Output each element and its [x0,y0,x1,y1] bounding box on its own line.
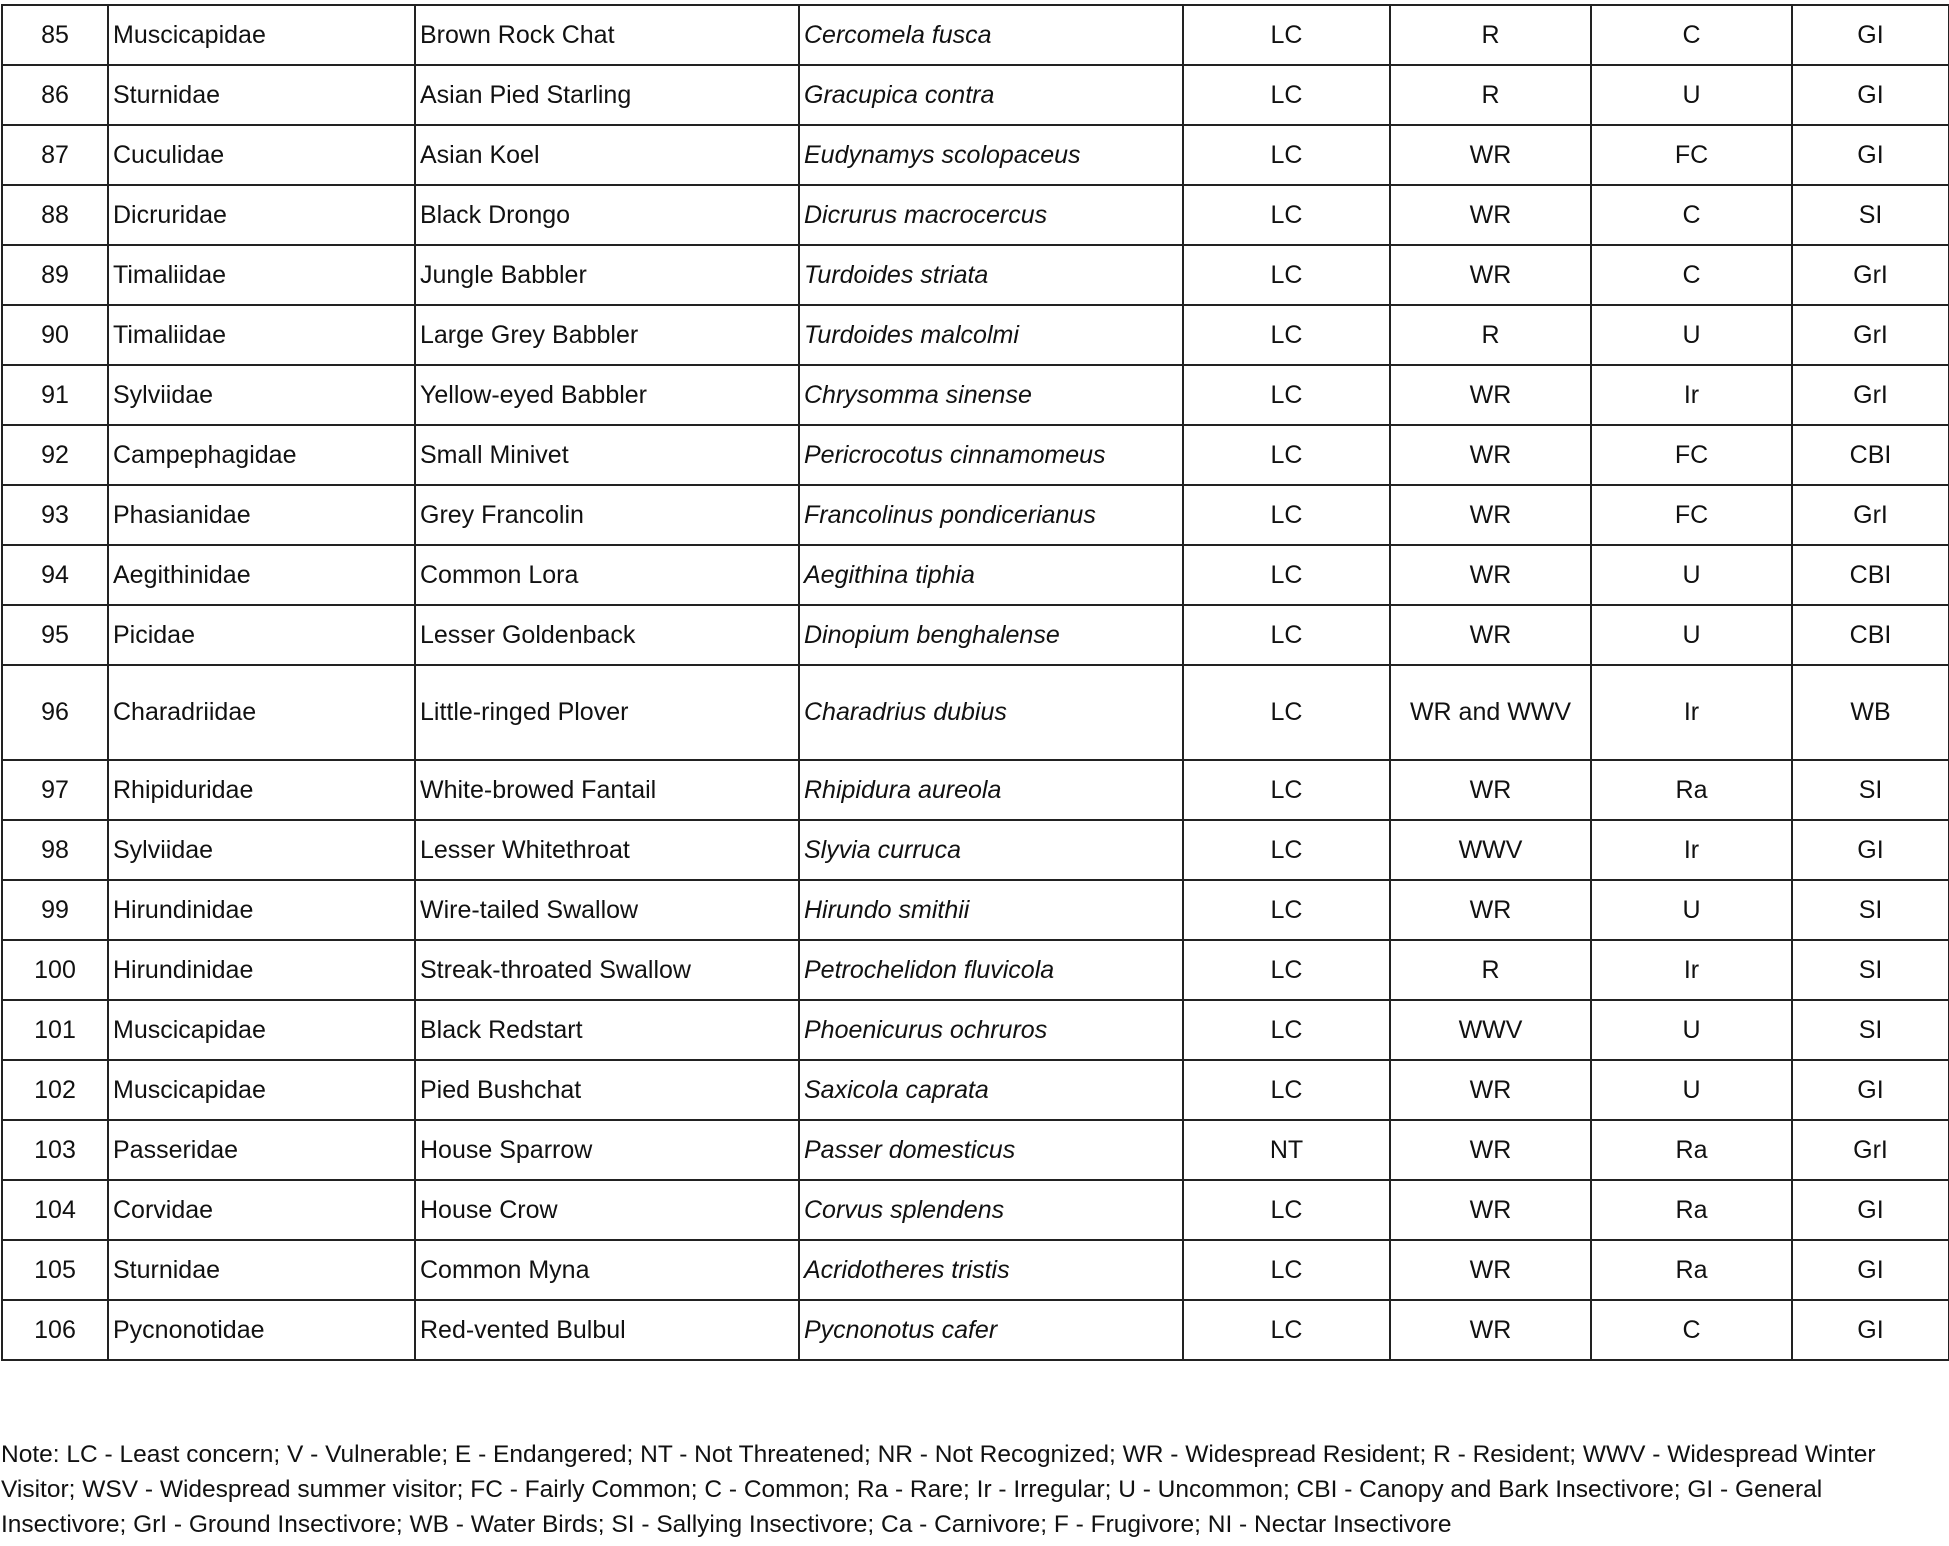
table-row [2,65,1949,125]
cell-serial-number: 89 [2,245,108,305]
cell-feeding-guild: GI [1792,820,1949,880]
cell-iucn-status: NT [1183,1120,1390,1180]
cell-common-name: Small Minivet [415,425,799,485]
cell-residential-status: WR [1390,1120,1591,1180]
cell-common-name: Jungle Babbler [415,245,799,305]
cell-family: Aegithinidae [108,545,415,605]
cell-feeding-guild: GrI [1792,365,1949,425]
cell-serial-number: 103 [2,1120,108,1180]
cell-residential-status: WR [1390,485,1591,545]
cell-abundance: Ra [1591,1240,1792,1300]
cell-scientific-name: Charadrius dubius [799,665,1183,760]
table-row [2,305,1949,365]
cell-abundance: Ir [1591,665,1792,760]
cell-scientific-name: Hirundo smithii [799,880,1183,940]
cell-family: Corvidae [108,1180,415,1240]
cell-common-name: Grey Francolin [415,485,799,545]
cell-iucn-status: LC [1183,5,1390,65]
cell-family: Sturnidae [108,65,415,125]
cell-scientific-name: Aegithina tiphia [799,545,1183,605]
bird-species-table [1,4,1949,1361]
table-row [2,125,1949,185]
cell-feeding-guild: SI [1792,185,1949,245]
cell-serial-number: 90 [2,305,108,365]
cell-family: Pycnonotidae [108,1300,415,1360]
cell-abundance: C [1591,1300,1792,1360]
cell-abundance: U [1591,880,1792,940]
cell-feeding-guild: GrI [1792,305,1949,365]
cell-scientific-name: Slyvia curruca [799,820,1183,880]
cell-common-name: Lesser Goldenback [415,605,799,665]
cell-feeding-guild: GI [1792,65,1949,125]
cell-common-name: Black Drongo [415,185,799,245]
cell-residential-status: WWV [1390,1000,1591,1060]
cell-family: Muscicapidae [108,5,415,65]
cell-serial-number: 104 [2,1180,108,1240]
cell-common-name: Red-vented Bulbul [415,1300,799,1360]
cell-iucn-status: LC [1183,1300,1390,1360]
cell-common-name: Black Redstart [415,1000,799,1060]
table-row [2,940,1949,1000]
cell-serial-number: 99 [2,880,108,940]
cell-common-name: Yellow-eyed Babbler [415,365,799,425]
cell-serial-number: 88 [2,185,108,245]
cell-family: Hirundinidae [108,940,415,1000]
cell-common-name: White-browed Fantail [415,760,799,820]
cell-residential-status: WR [1390,125,1591,185]
cell-serial-number: 87 [2,125,108,185]
cell-iucn-status: LC [1183,65,1390,125]
cell-iucn-status: LC [1183,1000,1390,1060]
cell-scientific-name: Cercomela fusca [799,5,1183,65]
cell-residential-status: R [1390,5,1591,65]
cell-residential-status: WR [1390,605,1591,665]
cell-scientific-name: Dicrurus macrocercus [799,185,1183,245]
cell-iucn-status: LC [1183,665,1390,760]
cell-feeding-guild: CBI [1792,545,1949,605]
table-row [2,880,1949,940]
cell-iucn-status: LC [1183,760,1390,820]
cell-scientific-name: Pericrocotus cinnamomeus [799,425,1183,485]
cell-feeding-guild: GI [1792,1240,1949,1300]
cell-iucn-status: LC [1183,125,1390,185]
cell-iucn-status: LC [1183,880,1390,940]
cell-feeding-guild: GI [1792,5,1949,65]
cell-feeding-guild: SI [1792,940,1949,1000]
cell-serial-number: 100 [2,940,108,1000]
cell-iucn-status: LC [1183,545,1390,605]
cell-iucn-status: LC [1183,1180,1390,1240]
cell-common-name: Asian Pied Starling [415,65,799,125]
cell-iucn-status: LC [1183,940,1390,1000]
cell-scientific-name: Corvus splendens [799,1180,1183,1240]
cell-scientific-name: Saxicola caprata [799,1060,1183,1120]
cell-iucn-status: LC [1183,1240,1390,1300]
cell-family: Campephagidae [108,425,415,485]
cell-abundance: C [1591,5,1792,65]
cell-common-name: Streak-throated Swallow [415,940,799,1000]
cell-family: Muscicapidae [108,1000,415,1060]
cell-serial-number: 93 [2,485,108,545]
cell-common-name: Common Myna [415,1240,799,1300]
cell-abundance: U [1591,65,1792,125]
table-row [2,425,1949,485]
table-row [2,485,1949,545]
cell-family: Sylviidae [108,820,415,880]
cell-residential-status: WR [1390,545,1591,605]
cell-serial-number: 98 [2,820,108,880]
cell-abundance: Ra [1591,1120,1792,1180]
cell-residential-status: WR [1390,425,1591,485]
cell-feeding-guild: GI [1792,1060,1949,1120]
table-note: Note: LC - Least concern; V - Vulnerable; E - Endangered; NT - Not Threatened; NR - Not Recognized; WR - Widespread Resident; R - Resident; WWV - Widespread Winter Visitor; WSV - Widespread summer visitor; FC - Fairly Common; C - Common; Ra - Rare; Ir - Irregular; U - Uncommon; CBI - Canopy and Bark Insectivore; GI - General Insectivore; GrI - Ground Insectivore; WB - Water Birds; SI - Sallying Insectivore; Ca - Carnivore; F - Frugivore; NI - Nectar Insectivore [1,1441,1876,1538]
cell-serial-number: 102 [2,1060,108,1120]
cell-family: Rhipiduridae [108,760,415,820]
cell-feeding-guild: GrI [1792,245,1949,305]
cell-serial-number: 96 [2,665,108,760]
table-body [2,5,1949,1360]
cell-residential-status: WR [1390,1300,1591,1360]
cell-residential-status: WR [1390,1060,1591,1120]
cell-scientific-name: Rhipidura aureola [799,760,1183,820]
cell-family: Dicruridae [108,185,415,245]
cell-iucn-status: LC [1183,245,1390,305]
cell-iucn-status: LC [1183,425,1390,485]
cell-common-name: Large Grey Babbler [415,305,799,365]
cell-feeding-guild: GI [1792,1180,1949,1240]
cell-abundance: FC [1591,485,1792,545]
cell-common-name: Common Lora [415,545,799,605]
cell-residential-status: WWV [1390,820,1591,880]
cell-family: Hirundinidae [108,880,415,940]
cell-feeding-guild: GrI [1792,485,1949,545]
cell-residential-status: WR [1390,1240,1591,1300]
cell-abundance: Ir [1591,365,1792,425]
cell-serial-number: 101 [2,1000,108,1060]
table-row [2,1180,1949,1240]
cell-serial-number: 97 [2,760,108,820]
cell-scientific-name: Chrysomma sinense [799,365,1183,425]
cell-scientific-name: Pycnonotus cafer [799,1300,1183,1360]
cell-feeding-guild: GI [1792,1300,1949,1360]
cell-iucn-status: LC [1183,305,1390,365]
cell-residential-status: WR and WWV [1390,665,1591,760]
cell-family: Charadriidae [108,665,415,760]
cell-scientific-name: Dinopium benghalense [799,605,1183,665]
cell-family: Sylviidae [108,365,415,425]
table-row [2,5,1949,65]
cell-family: Cuculidae [108,125,415,185]
table-row [2,1120,1949,1180]
cell-family: Muscicapidae [108,1060,415,1120]
cell-abundance: FC [1591,125,1792,185]
cell-residential-status: R [1390,940,1591,1000]
cell-serial-number: 106 [2,1300,108,1360]
cell-residential-status: R [1390,65,1591,125]
cell-feeding-guild: SI [1792,760,1949,820]
cell-abundance: C [1591,185,1792,245]
cell-feeding-guild: WB [1792,665,1949,760]
cell-abundance: U [1591,1060,1792,1120]
table-row [2,760,1949,820]
cell-residential-status: WR [1390,365,1591,425]
cell-iucn-status: LC [1183,605,1390,665]
table-row [2,1240,1949,1300]
cell-feeding-guild: SI [1792,880,1949,940]
table-row [2,820,1949,880]
cell-feeding-guild: GrI [1792,1120,1949,1180]
cell-common-name: House Sparrow [415,1120,799,1180]
cell-family: Timaliidae [108,305,415,365]
table-row [2,365,1949,425]
cell-common-name: Wire-tailed Swallow [415,880,799,940]
cell-family: Sturnidae [108,1240,415,1300]
table-row [2,185,1949,245]
cell-iucn-status: LC [1183,365,1390,425]
cell-feeding-guild: CBI [1792,605,1949,665]
cell-residential-status: WR [1390,1180,1591,1240]
cell-abundance: U [1591,305,1792,365]
cell-abundance: U [1591,1000,1792,1060]
cell-serial-number: 92 [2,425,108,485]
cell-serial-number: 94 [2,545,108,605]
cell-serial-number: 95 [2,605,108,665]
cell-residential-status: R [1390,305,1591,365]
cell-residential-status: WR [1390,245,1591,305]
cell-serial-number: 105 [2,1240,108,1300]
cell-common-name: Asian Koel [415,125,799,185]
cell-abundance: U [1591,605,1792,665]
cell-scientific-name: Acridotheres tristis [799,1240,1183,1300]
cell-family: Phasianidae [108,485,415,545]
cell-common-name: Little-ringed Plover [415,665,799,760]
cell-family: Passeridae [108,1120,415,1180]
cell-abundance: FC [1591,425,1792,485]
cell-scientific-name: Francolinus pondicerianus [799,485,1183,545]
cell-family: Picidae [108,605,415,665]
cell-common-name: House Crow [415,1180,799,1240]
cell-iucn-status: LC [1183,185,1390,245]
cell-scientific-name: Turdoides striata [799,245,1183,305]
cell-feeding-guild: SI [1792,1000,1949,1060]
cell-feeding-guild: GI [1792,125,1949,185]
table-row [2,1060,1949,1120]
cell-scientific-name: Gracupica contra [799,65,1183,125]
cell-abundance: U [1591,545,1792,605]
table-row [2,545,1949,605]
cell-scientific-name: Turdoides malcolmi [799,305,1183,365]
cell-scientific-name: Passer domesticus [799,1120,1183,1180]
cell-iucn-status: LC [1183,820,1390,880]
table-row [2,1000,1949,1060]
cell-residential-status: WR [1390,185,1591,245]
cell-abundance: Ra [1591,760,1792,820]
cell-iucn-status: LC [1183,485,1390,545]
cell-abundance: Ir [1591,820,1792,880]
cell-scientific-name: Phoenicurus ochruros [799,1000,1183,1060]
cell-serial-number: 91 [2,365,108,425]
cell-common-name: Pied Bushchat [415,1060,799,1120]
cell-iucn-status: LC [1183,1060,1390,1120]
cell-feeding-guild: CBI [1792,425,1949,485]
cell-abundance: Ra [1591,1180,1792,1240]
cell-residential-status: WR [1390,880,1591,940]
table-row [2,1300,1949,1360]
cell-common-name: Lesser Whitethroat [415,820,799,880]
cell-residential-status: WR [1390,760,1591,820]
table-row [2,605,1949,665]
cell-abundance: Ir [1591,940,1792,1000]
table-row [2,665,1949,760]
cell-scientific-name: Petrochelidon fluvicola [799,940,1183,1000]
cell-serial-number: 86 [2,65,108,125]
table-row [2,245,1949,305]
cell-scientific-name: Eudynamys scolopaceus [799,125,1183,185]
cell-common-name: Brown Rock Chat [415,5,799,65]
cell-abundance: C [1591,245,1792,305]
cell-family: Timaliidae [108,245,415,305]
cell-serial-number: 85 [2,5,108,65]
